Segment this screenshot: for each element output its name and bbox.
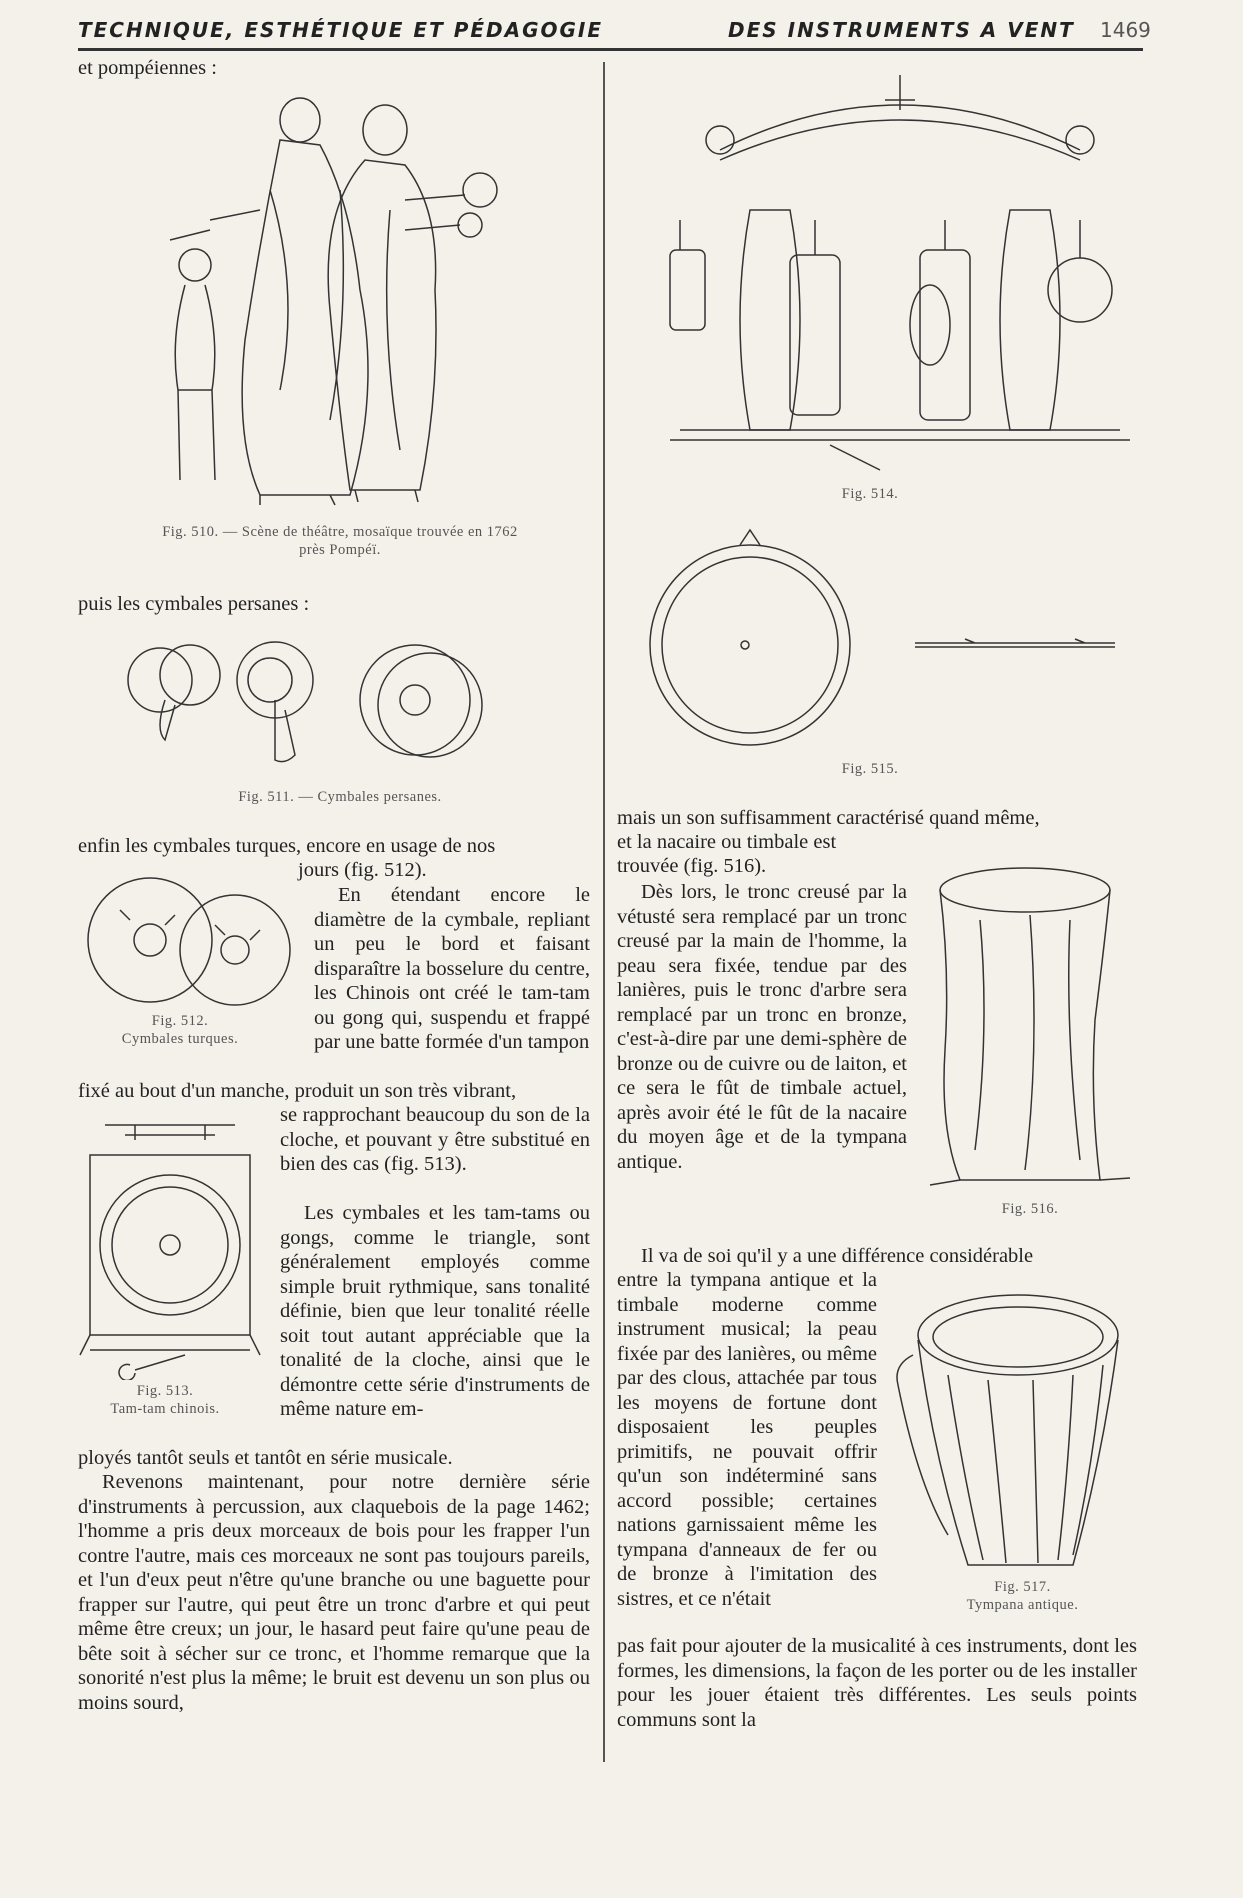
paragraph-1-line1: enfin les cymbales turques, encore en usage de nos [78,835,496,857]
paragraph-4: Revenons maintenant, pour notre dernière série d'instruments à percussion, aux claquebois de la page 1462; l'homme a pris deux morceaux de bois pour les frapper l'un contre l'autre, mais ces morceaux ne sont pas toujours pareils, et l'un d'eux peut n'être qu'une branche ou une baguette pour frapper sur l'autre, qui peut être un tronc d'arbre et qui peut même être creux; un jour, le hasard peut faire qu'une peau de bête soit à sécher sur ce tronc, et l'homme remarque que la sonorité n'est plus la même; le bruit est devenu un son plus ou moins sourd, [78,1471,590,1714]
right-paragraph-2-wrapped: Dès lors, le tronc creusé par la vétusté sera remplacé par un tronc creusé par la main de l'homme, la peau sera fixée, tendue par des lanières, puis le tronc d'arbre sera remplacé par un tronc en bronze, c'est-à-dire par une demi-sphère de bronze ou de cuivre ou de laiton, et ce sera le fût de timbale actuel, après avoir été le fût de la nacaire du moyen âge et de la tympana antique. [617,881,907,1173]
fig-517-caption-line2: Tympana antique. [966,1597,1079,1613]
page-number: 1469 [1100,18,1151,42]
paragraph-2-continued: se rapprochant beaucoup du son de la cloche, et pouvant y être substitué en bien des cas (fig. 513). [280,1104,590,1175]
fig-516-caption: Fig. 516. [1001,1201,1059,1217]
column-divider [603,62,605,1762]
intro-line: et pompéiennes : [78,57,217,79]
cymbales-persanes-intro: puis les cymbales persanes : [78,593,310,615]
fig-514-illustration [660,70,1140,480]
fig-516-illustration [920,850,1140,1195]
fig-513-caption-line2: Tam-tam chinois. [110,1401,220,1417]
right-paragraph-3-wrapped: entre la tympana antique et la timbale moderne comme instrument musical; la peau fixée par des lanières, ou même par des clous, attachée par tous les moyens de fortune dont disposaient les peuples primitifs, ne pouvait offrir qu'un son indéterminé sans accord possible; certaines nations garnissaient même les tympana d'anneaux de fer ou de bronze à l'imitation des sistres, et ce n'était [617,1269,877,1610]
running-head-left: TECHNIQUE, ESTHÉTIQUE ET PÉDAGOGIE [78,18,604,42]
fig-515-illustration [645,525,1125,755]
fig-515-caption: Fig. 515. [841,761,899,777]
header-rule [78,48,1143,51]
fig-510-caption-line1: Fig. 510. — Scène de théâtre, mosaïque trouvée en 1762 [162,524,518,540]
fig-510-illustration [150,90,530,510]
fig-513-illustration [75,1115,265,1380]
fig-512-illustration [75,875,295,1010]
fig-512-caption-line2: Cymbales turques. [121,1031,239,1047]
fig-517-illustration [888,1285,1138,1575]
running-head-right: DES INSTRUMENTS A VENT [728,18,1075,42]
right-paragraph-1-line1: mais un son suffisamment caractérisé quand même, [617,807,1040,829]
paragraph-2-full-line: fixé au bout d'un manche, produit un son très vibrant, [78,1080,517,1102]
fig-510-caption-line2: près Pompéï. [299,542,381,558]
fig-513-caption-line1: Fig. 513. [136,1383,194,1399]
fig-512-caption-line1: Fig. 512. [151,1013,209,1029]
fig-511-caption: Fig. 511. — Cymbales persanes. [238,789,442,805]
paragraph-1-line2: jours (fig. 512). [298,859,427,881]
right-paragraph-1-wrapped: trouvée (fig. 516). [617,855,767,877]
paragraph-3-wrapped: Les cymbales et les tam-tams ou gongs, comme le triangle, sont généralement employés comme simple bruit rythmique, sans tonalité définie, bien que leur tonalité réelle soit tout autant appréciable que la tonalité de la cloche, ainsi que le démontre cette série d'instruments de même nature em- [280,1202,590,1420]
fig-514-caption: Fig. 514. [841,486,899,502]
fig-517-caption-line1: Fig. 517. [994,1579,1051,1595]
right-paragraph-1-line2: et la nacaire ou timbale est [617,831,837,853]
fig-511-illustration [125,630,525,780]
right-paragraph-3-full-line: Il va de soi qu'il y a une différence considérable [641,1245,1034,1267]
paragraph-3-full-line: ployés tantôt seuls et tantôt en série musicale. [78,1447,453,1469]
right-paragraph-3-end: pas fait pour ajouter de la musicalité à ces instruments, dont les formes, les dimensions, la façon de les porter ou de les installer pour les jouer étaient très différentes. Les seuls points communs sont la [617,1635,1137,1731]
paragraph-2-wrapped: En étendant encore le diamètre de la cymbale, repliant un peu le bord et faisant disparaître la bosselure du centre, les Chinois ont créé le tam-tam ou gong qui, suspendu et frappé par une batte formée d'un tampon [314,884,590,1053]
